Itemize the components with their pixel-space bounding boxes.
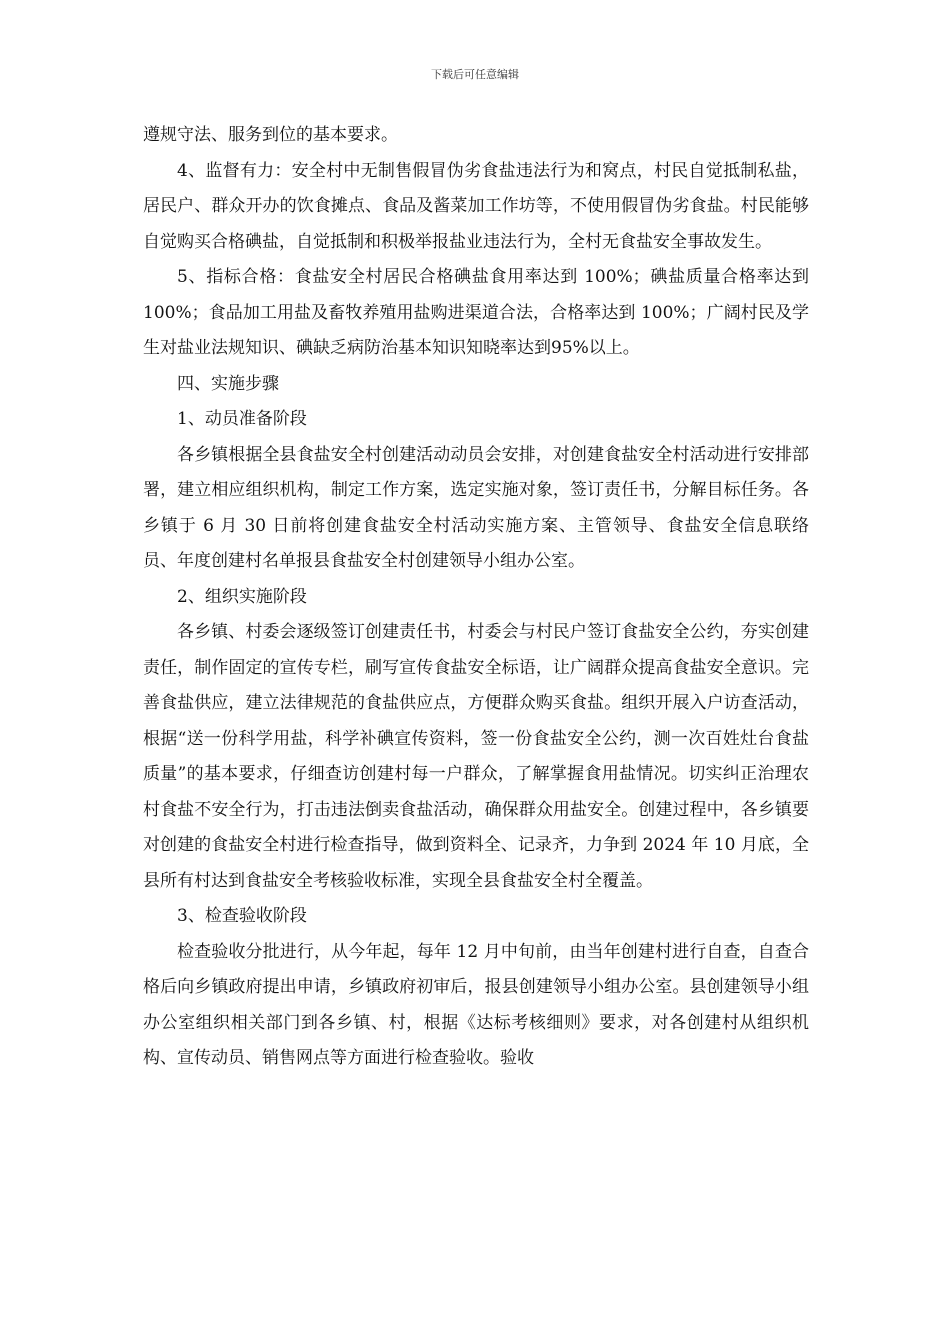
paragraph: 检查验收分批进行，从今年起，每年 12 月中旬前，由当年创建村进行自查，自查合格后向乡镇政府提出申请，乡镇政府初审后，报县创建领导小组办公室。县创建领导小组办公室组织相关部门到各乡镇、村，根据《达标考核细则》要求，对各创建村从组织机构、宣传动员、销售网点等方面进行检查验收。验收: [143, 941, 809, 1068]
paragraph: 各乡镇、村委会逐级签订创建责任书，村委会与村民户签订食盐安全公约，夯实创建责任，制作固定的宣传专栏，刷写宣传食盐安全标语，让广阔群众提高食盐安全意识。完善食盐供应，建立法律规范的食盐供应点，方便群众购买食盐。组织开展入户访查活动，根据“送一份科学用盐，科学补碘宣传资料，签一份食盐安全公约，测一次百姓灶台食盐质量”的基本要求，仔细查访创建村每一户群众，了解掌握食用盐情况。切实纠正治理农村食盐不安全行为，打击违法倒卖食盐活动，确保群众用盐安全。创建过程中，各乡镇要对创建的食盐安全村进行检查指导，做到资料全、记录齐，力争到 2024 年 10 月底，全县所有村达到食盐安全考核验收标准，实现全县食盐安全村全覆盖。: [143, 622, 809, 891]
page-header: 下载后可任意编辑: [431, 68, 519, 81]
paragraph: 各乡镇根据全县食盐安全村创建活动动员会安排，对创建食盐安全村活动进行安排部署，建立相应组织机构，制定工作方案，选定实施对象，签订责任书，分解目标任务。各乡镇于 6 月 30 日前将创建食盐安全村活动实施方案、主管领导、食盐安全信息联络员、年度创建村名单报县食盐安全村创建领导小组办公室。: [143, 444, 809, 571]
subsection-heading: 3、检查验收阶段: [177, 906, 307, 926]
paragraph: 5、指标合格：食盐安全村居民合格碘盐食用率达到 100%；碘盐质量合格率达到 100%；食品加工用盐及畜牧养殖用盐购进渠道合法，合格率达到 100%；广阔村民及学生对盐业法规知识、碘缺乏病防治基本知识知晓率达到95%以上。: [143, 267, 809, 358]
subsection-heading: 1、动员准备阶段: [177, 409, 307, 429]
paragraph: 遵规守法、服务到位的基本要求。: [143, 125, 398, 145]
document-body: [143, 118, 809, 1077]
subsection-heading: 2、组织实施阶段: [177, 586, 307, 607]
section-heading: 四、实施步骤: [177, 373, 279, 394]
paragraph: 4、监督有力：安全村中无制售假冒伪劣食盐违法行为和窝点，村民自觉抵制私盐，居民户、群众开办的饮食摊点、食品及酱菜加工作坊等，不使用假冒伪劣食盐。村民能够自觉购买合格碘盐，自觉抵制和积极举报盐业违法行为，全村无食盐安全事故发生。: [143, 160, 809, 252]
